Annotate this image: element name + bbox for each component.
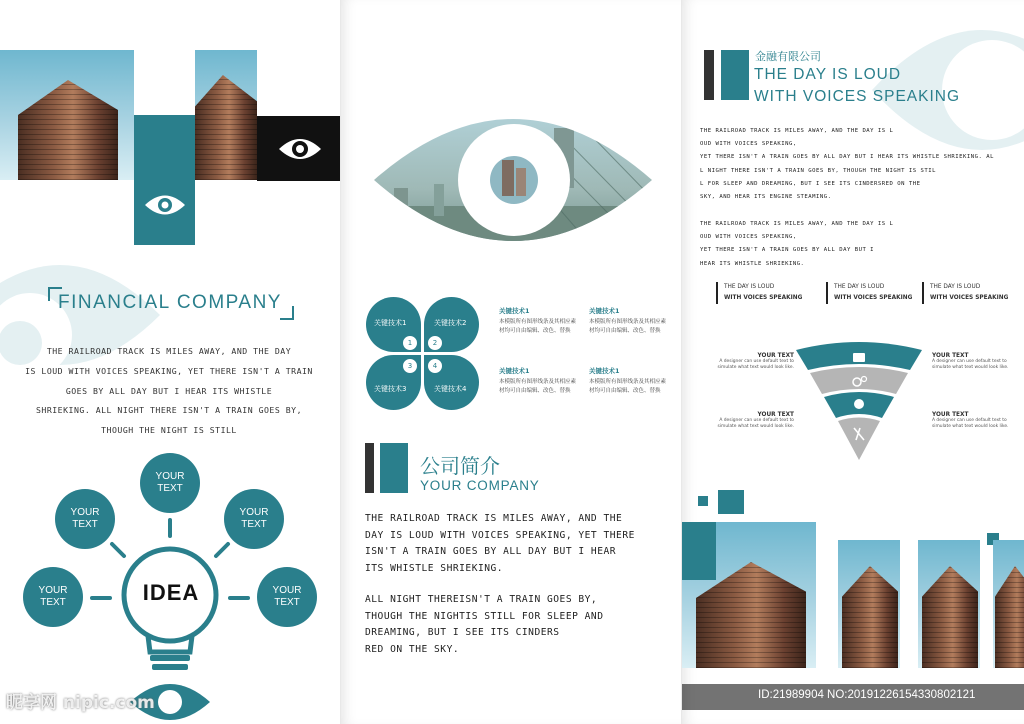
briefcase-icon <box>853 353 865 362</box>
paragraph-line: THE RAILROAD TRACK IS MILES AWAY, AND THE DAY IS L <box>700 128 894 134</box>
column-line: THE DAY IS LOUD <box>930 284 981 290</box>
petal-label: 关键技术2 <box>434 319 467 327</box>
petal-number: 4 <box>427 358 443 374</box>
eye-photo <box>374 88 652 272</box>
paragraph-line: THOUGH THE NIGHTIS STILL FOR SLEEP AND <box>365 610 604 622</box>
headline-line: WITH VOICES SPEAKING <box>754 88 961 105</box>
text-bubble: YOUR TEXT <box>55 489 115 549</box>
section-title-cn: 公司简介 <box>420 454 500 478</box>
petal-label: 关键技术1 <box>374 319 407 327</box>
brochure-panel-right <box>682 0 1024 724</box>
tech-item-title: 关键技术1 <box>499 307 530 315</box>
paragraph-line: L NIGHT THERE ISN'T A TRAIN GOES BY, THOUGH THE NIGHT IS STIL <box>700 167 936 174</box>
column-line: THE DAY IS LOUD <box>724 284 775 290</box>
text-bubble: YOUR TEXT <box>23 567 83 627</box>
paragraph-line: YET THERE ISN'T A TRAIN GOES BY ALL DAY BUT I HEAR ITS WHISTLE SHRIEKING. AL <box>700 154 994 161</box>
tech-item-title: 关键技术1 <box>499 367 530 375</box>
funnel-label-title: YOUR TEXT <box>757 353 794 359</box>
paragraph-line: THE RAILROAD TRACK IS MILES AWAY, AND THE DAY <box>46 346 292 356</box>
headline-line: THE DAY IS LOUD <box>754 66 902 83</box>
idea-label: IDEA <box>142 580 200 605</box>
text-bubble: YOUR TEXT <box>140 453 200 513</box>
tech-item-title: 关键技术1 <box>589 307 620 315</box>
panel-title: FINANCIAL COMPANY <box>58 292 282 313</box>
watermark-logo: 昵享网 nipic.com <box>6 693 155 713</box>
body-paragraph <box>700 125 994 204</box>
column-line: WITH VOICES SPEAKING <box>930 295 1009 301</box>
building-photo <box>993 540 1024 668</box>
petal-number: 3 <box>402 358 418 374</box>
funnel-diagram <box>794 340 924 462</box>
eye-icon <box>143 190 187 220</box>
intro-paragraph <box>8 342 330 441</box>
tech-item-desc: 本模版所有图形线条及其相应素材均可自由编辑、改色、替换 <box>589 379 667 394</box>
funnel-label-desc: A designer can use default text to simulate what text would look like. <box>932 359 1009 370</box>
paragraph-line: IS LOUD WITH VOICES SPEAKING, YET THERE ISN'T A TRAIN <box>25 365 313 376</box>
paragraph-line: HEAR ITS WHISTLE SHRIEKING. <box>700 260 805 267</box>
column-line: WITH VOICES SPEAKING <box>834 295 913 301</box>
eye-icon <box>277 133 323 165</box>
building-photo <box>0 50 134 180</box>
paragraph-line: YET THERE ISN'T A TRAIN GOES BY ALL DAY BUT I <box>700 247 875 254</box>
building-photo <box>195 50 257 180</box>
tech-item <box>589 306 669 336</box>
paragraph-line: DREAMING, BUT I SEE ITS CINDERS <box>365 627 560 638</box>
funnel-label-title: YOUR TEXT <box>757 412 794 418</box>
paragraph-line: THOUGH THE NIGHT IS STILL <box>101 425 237 436</box>
paragraph-line: RED ON THE SKY. <box>365 643 460 655</box>
info-column <box>716 282 802 304</box>
column-line: THE DAY IS LOUD <box>834 284 885 290</box>
paragraph-line: SKY, AND HEAR ITS ENGINE STEAMING. <box>700 194 832 201</box>
paragraph-line: ITS WHISTLE SHRIEKING. <box>365 562 504 574</box>
headline <box>754 64 960 108</box>
teal-block <box>134 115 195 245</box>
deco-square <box>718 490 744 514</box>
funnel-label-title: YOUR TEXT <box>932 353 969 359</box>
paragraph-line: ALL NIGHT THEREISN'T A TRAIN GOES BY, <box>365 594 598 605</box>
company-paragraph <box>365 592 604 658</box>
funnel-label-title: YOUR TEXT <box>932 412 969 418</box>
bracket-corner <box>280 306 294 320</box>
company-paragraph <box>365 511 635 577</box>
tech-item-title: 关键技术1 <box>589 367 620 375</box>
text-bubble: YOUR TEXT <box>257 567 317 627</box>
heading-block <box>380 443 408 493</box>
petal-number: 2 <box>427 335 443 351</box>
paragraph-line: THE RAILROAD TRACK IS MILES AWAY, AND THE <box>365 513 623 524</box>
brain-icon <box>854 399 864 409</box>
petal-label: 关键技术3 <box>374 385 407 393</box>
tech-item <box>499 366 579 396</box>
paragraph-line: SHRIEKING. ALL NIGHT THERE ISN'T A TRAIN GOES BY, <box>35 405 303 416</box>
company-name-cn: 金融有限公司 <box>755 50 821 63</box>
tech-item-desc: 本模版所有图形线条及其相应素材均可自由编辑、改色、替换 <box>499 379 577 394</box>
petal-label: 关键技术4 <box>434 385 467 393</box>
building-photo <box>918 540 980 668</box>
funnel-label-desc: A designer can use default text to simulate what text would look like. <box>932 418 1009 429</box>
brochure-panel-middle <box>341 0 681 724</box>
paragraph-line: THE RAILROAD TRACK IS MILES AWAY, AND THE DAY IS L <box>700 221 894 227</box>
column-line: WITH VOICES SPEAKING <box>724 295 803 301</box>
section-title-en: YOUR COMPANY <box>420 478 540 493</box>
building-photo <box>838 540 900 668</box>
paragraph-line: OUD WITH VOICES SPEAKING, <box>700 141 797 148</box>
brochure-panel-left <box>0 0 340 724</box>
watermark-id: ID:21989904 NO:20191226154330802121 <box>758 689 976 701</box>
tech-item <box>589 366 669 396</box>
tech-item-desc: 本模版所有图形线条及其相应素材均可自由编辑、改色、替换 <box>589 319 667 334</box>
tech-item-desc: 本模版所有图形线条及其相应素材均可自由编辑、改色、替换 <box>499 319 577 334</box>
paragraph-line: L FOR SLEEP AND DREAMING, BUT I SEE ITS CINDERSRED ON THE <box>700 180 921 187</box>
body-paragraph <box>700 218 893 271</box>
info-column <box>922 282 1008 304</box>
funnel-label-desc: A designer can use default text to simulate what text would look like. <box>717 359 794 370</box>
tech-item <box>499 306 579 336</box>
funnel-label <box>709 412 794 430</box>
heading-bar <box>365 443 374 493</box>
paragraph-line: OUD WITH VOICES SPEAKING, <box>700 234 797 241</box>
deco-square <box>698 496 708 506</box>
paragraph-line: GOES BY ALL DAY BUT I HEAR ITS WHISTLE <box>65 385 273 396</box>
text-bubble: YOUR TEXT <box>224 489 284 549</box>
heading-block <box>721 50 749 100</box>
funnel-label-desc: A designer can use default text to simulate what text would look like. <box>717 418 794 429</box>
heading-bar <box>704 50 714 100</box>
info-column <box>826 282 912 304</box>
funnel-label <box>709 353 794 371</box>
funnel-label <box>932 412 1017 430</box>
paragraph-line: ISN'T A TRAIN GOES BY ALL DAY BUT I HEAR <box>365 546 617 557</box>
paragraph-line: DAY IS LOUD WITH VOICES SPEAKING, YET THERE <box>365 529 635 541</box>
funnel-label <box>932 353 1017 371</box>
petal-number: 1 <box>402 335 418 351</box>
teal-block <box>682 522 716 580</box>
